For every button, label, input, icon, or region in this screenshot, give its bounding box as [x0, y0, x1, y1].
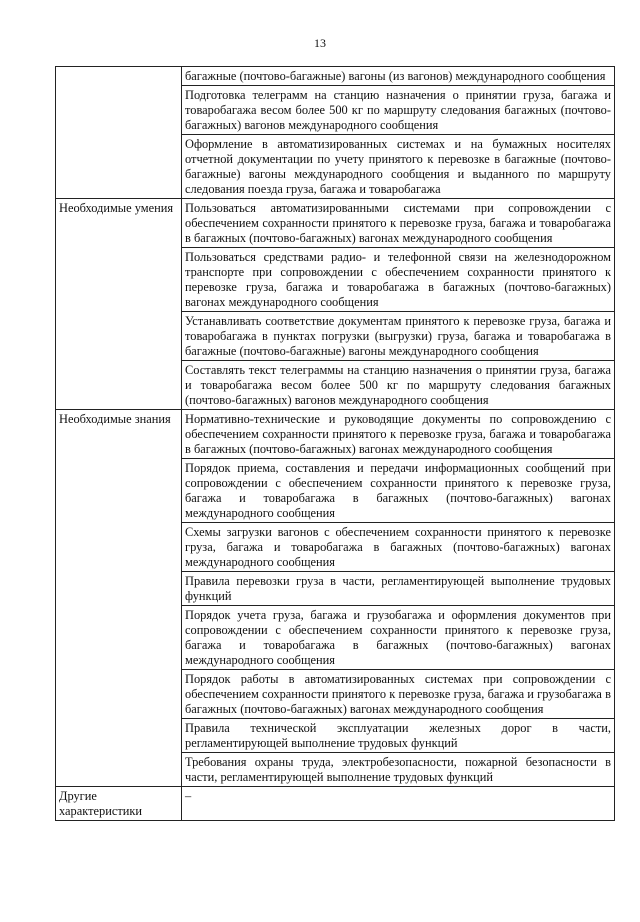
row-text: Требования охраны труда, электробезопасности, пожарной безопасности в части, регламентирующей выполнение трудовых функций: [182, 753, 615, 787]
row-text: Нормативно-технические и руководящие документы по сопровождению с обеспечением сохранности принятого к перевозке груза, багажа и товаробагажа в багажных (почтово-багажных) вагонах международного сообщения: [182, 410, 615, 459]
page-number: 13: [314, 36, 326, 50]
row-text: Пользоваться средствами радио- и телефонной связи на железнодорожном транспорте при сопровождении с обеспечением сохранности принятого к перевозке груза, багажа и товаробагажа в багажных (почтово-багажных) вагонах международного сообщения: [182, 248, 615, 312]
row-text: Устанавливать соответствие документам принятого к перевозке груза, багажа и товаробагажа в пунктах погрузки (выгрузки) груза, багажа и товаробагажа в багажные (почтово-багажные) вагоны международного сообщения: [182, 312, 615, 361]
row-label-knowledge: Необходимые знания: [56, 410, 182, 787]
row-text: Пользоваться автоматизированными системами при сопровождении с обеспечением сохранности принятого к перевозке груза, багажа и товаробагажа в багажных (почтово-багажных) вагонах международного сообщения: [182, 199, 615, 248]
row-text: Правила технической эксплуатации железных дорог в части, регламентирующей выполнение трудовых функций: [182, 719, 615, 753]
row-text: Порядок учета груза, багажа и грузобагажа и оформления документов при сопровождении с обеспечением сохранности принятого к перевозке груза, багажа и товаробагажа в багажных (почтово-багажных) вагонах международного сообщения: [182, 606, 615, 670]
row-label-skills: Необходимые умения: [56, 199, 182, 410]
table-row: [56, 410, 615, 459]
table-row: [56, 787, 615, 821]
row-text: Составлять текст телеграммы на станцию назначения о принятии груза, багажа и товаробагажа весом более 500 кг по маршруту следования багажных (почтово-багажных) вагонов международного сообщения: [182, 361, 615, 410]
row-text: багажные (почтово-багажные) вагоны (из вагонов) международного сообщения: [182, 67, 615, 86]
labor-function-table: [55, 66, 615, 821]
row-text: Оформление в автоматизированных системах и на бумажных носителях отчетной документации по учету принятого к перевозке в багажные (почтово-багажные) вагоны международного сообщения и выданного по маршруту следования поезда груза, багажа и товаробагажа: [182, 135, 615, 199]
row-label: [56, 67, 182, 199]
row-text: –: [182, 787, 615, 821]
table-row: [56, 199, 615, 248]
row-text: Правила перевозки груза в части, регламентирующей выполнение трудовых функций: [182, 572, 615, 606]
row-text: Порядок приема, составления и передачи информационных сообщений при сопровождении с обеспечением сохранности принятого к перевозке груза, багажа и товаробагажа в багажных (почтово-багажных) вагонах международного сообщения: [182, 459, 615, 523]
row-text: Порядок работы в автоматизированных системах при сопровождении с обеспечением сохранности принятого к перевозке груза, багажа и грузобагажа в багажных (почтово-багажных) вагонах международного сообщения: [182, 670, 615, 719]
row-label-other: Другие характеристики: [56, 787, 182, 821]
row-text: Подготовка телеграмм на станцию назначения о принятии груза, багажа и товаробагажа весом более 500 кг по маршруту следования багажных (почтово-багажных) вагонов международного сообщения: [182, 86, 615, 135]
table-row: [56, 67, 615, 86]
row-text: Схемы загрузки вагонов с обеспечением сохранности принятого к перевозке груза, багажа и товаробагажа в багажных (почтово-багажных) вагонах международного сообщения: [182, 523, 615, 572]
